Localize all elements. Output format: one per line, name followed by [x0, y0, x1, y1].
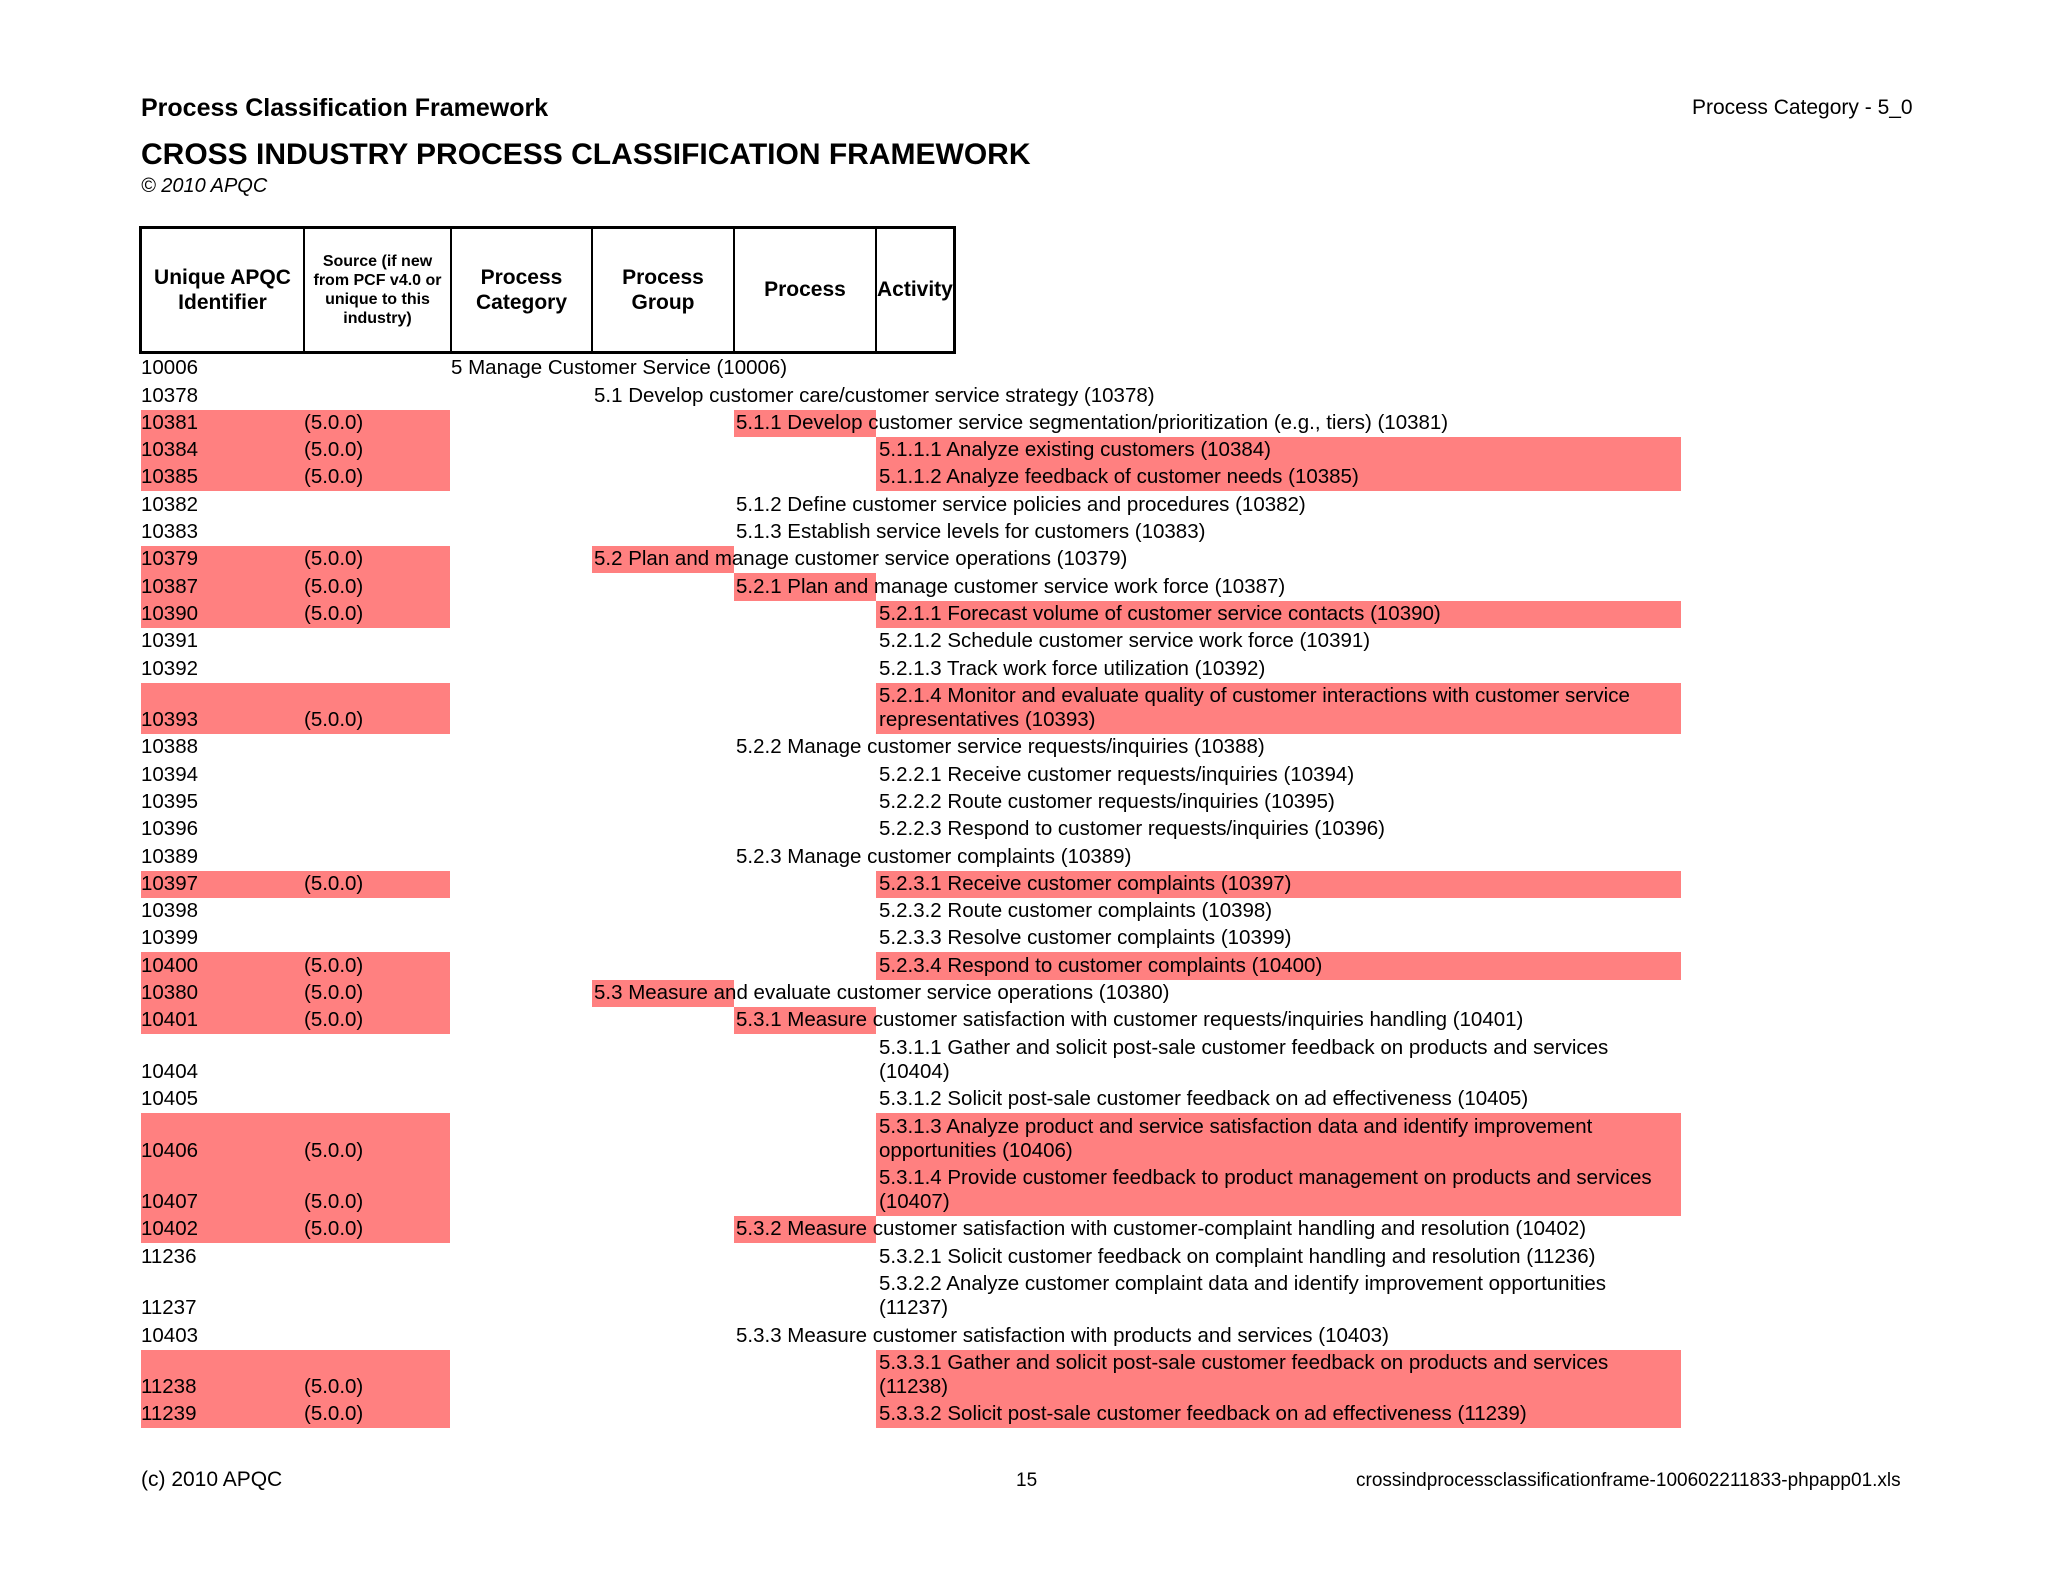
table-row — [141, 519, 1681, 546]
row-source: (5.0.0) — [304, 410, 364, 434]
row-description: 5.2.3.4 Respond to customer complaints (10400) — [879, 953, 1323, 977]
row-description: 5.3.3.2 Solicit post-sale customer feedback on ad effectiveness (11239) — [879, 1402, 1527, 1426]
table-row — [141, 601, 1681, 628]
row-identifier: 10389 — [141, 844, 199, 868]
table-row — [141, 1034, 1681, 1086]
row-description: 5.1.2 Define customer service policies and procedures (10382) — [736, 492, 1306, 516]
table-row — [141, 683, 1681, 735]
row-source: (5.0.0) — [304, 1138, 364, 1162]
table-row — [141, 491, 1681, 518]
row-description: 5.1.3 Establish service levels for customers (10383) — [736, 520, 1206, 544]
table-row — [141, 925, 1681, 952]
row-identifier: 10388 — [141, 735, 199, 759]
row-source: (5.0.0) — [304, 438, 364, 462]
column-header-process-category: Process Category — [452, 229, 593, 351]
table-row — [141, 573, 1681, 600]
row-description: 5.3.1 Measure customer satisfaction with customer requests/inquiries handling (10401) — [736, 1008, 1524, 1032]
column-header-source: Source (if new from PCF v4.0 or unique to this industry) — [305, 229, 452, 351]
row-identifier: 10379 — [141, 547, 199, 571]
process-table-body — [141, 355, 1681, 1428]
row-identifier: 11239 — [141, 1402, 197, 1426]
table-row — [141, 1401, 1681, 1428]
row-identifier: 10393 — [141, 708, 199, 732]
row-description: 5.2.1.1 Forecast volume of customer service contacts (10390) — [879, 601, 1441, 625]
row-source: (5.0.0) — [304, 1190, 364, 1214]
row-identifier: 10382 — [141, 492, 199, 516]
row-description: 5.1.1 Develop customer service segmentation/prioritization (e.g., tiers) (10381) — [736, 410, 1449, 434]
row-description: 5 Manage Customer Service (10006) — [451, 356, 788, 380]
column-header-process-group: Process Group — [593, 229, 735, 351]
row-identifier: 10395 — [141, 789, 199, 813]
column-header-activity: Activity — [877, 278, 953, 302]
row-source: (5.0.0) — [304, 601, 364, 625]
row-source: (5.0.0) — [304, 981, 364, 1005]
table-row — [141, 382, 1681, 409]
table-row — [141, 789, 1681, 816]
table-row — [141, 871, 1681, 898]
row-identifier: 10396 — [141, 817, 199, 841]
footer-copyright: (c) 2010 APQC — [141, 1468, 283, 1491]
row-identifier: 10407 — [141, 1190, 199, 1214]
row-identifier: 10385 — [141, 465, 199, 489]
row-identifier: 10380 — [141, 981, 199, 1005]
row-identifier: 10401 — [141, 1008, 199, 1032]
table-row — [141, 546, 1681, 573]
table-row — [141, 464, 1681, 491]
row-description: 5.2.3 Manage customer complaints (10389) — [736, 844, 1132, 868]
row-identifier: 10390 — [141, 601, 199, 625]
row-description: 5.3.1.4 Provide customer feedback to product management on products and services (10407) — [879, 1166, 1652, 1214]
row-identifier: 11236 — [141, 1244, 197, 1268]
row-description: 5.2.2 Manage customer service requests/inquiries (10388) — [736, 735, 1265, 759]
page-title: CROSS INDUSTRY PROCESS CLASSIFICATION FRAMEWORK — [141, 138, 1031, 171]
table-row — [141, 1113, 1681, 1165]
row-description: 5.3.2.1 Solicit customer feedback on complaint handling and resolution (11236) — [879, 1244, 1596, 1268]
row-identifier: 10402 — [141, 1217, 199, 1241]
row-description: 5.2.2.2 Route customer requests/inquiries (10395) — [879, 789, 1335, 813]
table-row — [141, 355, 1681, 382]
row-description: 5.2.3.1 Receive customer complaints (10397) — [879, 871, 1292, 895]
row-description: 5.1 Develop customer care/customer service strategy (10378) — [594, 383, 1155, 407]
row-source: (5.0.0) — [304, 465, 364, 489]
row-description: 5.2.1 Plan and manage customer service work force (10387) — [736, 574, 1286, 598]
row-identifier: 10400 — [141, 953, 199, 977]
table-row — [141, 1165, 1681, 1217]
row-identifier: 10381 — [141, 410, 199, 434]
row-description: 5.3.2 Measure customer satisfaction with customer-complaint handling and resolution (10402) — [736, 1217, 1587, 1241]
row-source: (5.0.0) — [304, 547, 364, 571]
row-description: 5.2.1.4 Monitor and evaluate quality of customer interactions with customer service representatives (10393) — [879, 684, 1630, 732]
column-header-identifier: Unique APQC Identifier — [142, 229, 305, 351]
row-identifier: 10392 — [141, 656, 199, 680]
row-source: (5.0.0) — [304, 953, 364, 977]
table-row — [141, 1007, 1681, 1034]
row-description: 5.3.3 Measure customer satisfaction with products and services (10403) — [736, 1323, 1389, 1347]
row-description: 5.2.1.3 Track work force utilization (10392) — [879, 656, 1266, 680]
table-row — [141, 980, 1681, 1007]
row-description: 5.3.1.2 Solicit post-sale customer feedback on ad effectiveness (10405) — [879, 1087, 1529, 1111]
row-description: 5.2.3.3 Resolve customer complaints (10399) — [879, 926, 1292, 950]
row-source: (5.0.0) — [304, 1008, 364, 1032]
row-source: (5.0.0) — [304, 1402, 364, 1426]
row-description: 5.3.3.1 Gather and solicit post-sale customer feedback on products and services (11238) — [879, 1351, 1609, 1399]
row-description: 5.2.1.2 Schedule customer service work force (10391) — [879, 629, 1371, 653]
row-description: 5.3 Measure and evaluate customer service operations (10380) — [594, 981, 1170, 1005]
row-identifier: 11237 — [141, 1296, 197, 1320]
column-header-process: Process — [735, 229, 877, 351]
table-row — [141, 1243, 1681, 1270]
table-row — [141, 843, 1681, 870]
row-description: 5.2.2.3 Respond to customer requests/inquiries (10396) — [879, 817, 1385, 841]
table-row — [141, 437, 1681, 464]
row-source: (5.0.0) — [304, 1217, 364, 1241]
process-category-label: Process Category - 5_0 — [1692, 96, 1913, 119]
table-row — [141, 410, 1681, 437]
table-column-headers — [139, 226, 956, 354]
row-description: 5.3.2.2 Analyze customer complaint data and identify improvement opportunities (11237) — [879, 1272, 1607, 1320]
row-identifier: 10383 — [141, 520, 199, 544]
row-identifier: 10384 — [141, 438, 199, 462]
table-row — [141, 628, 1681, 655]
row-description: 5.2 Plan and manage customer service operations (10379) — [594, 547, 1128, 571]
row-identifier: 10397 — [141, 871, 199, 895]
row-identifier: 11238 — [141, 1375, 197, 1399]
row-identifier: 10404 — [141, 1059, 199, 1083]
page-number: 15 — [1016, 1470, 1038, 1491]
table-row — [141, 655, 1681, 682]
row-description: 5.3.1.1 Gather and solicit post-sale customer feedback on products and services (10404) — [879, 1035, 1609, 1083]
row-identifier: 10399 — [141, 926, 199, 950]
table-row — [141, 734, 1681, 761]
table-row — [141, 1322, 1681, 1349]
row-identifier: 10405 — [141, 1087, 199, 1111]
table-row — [141, 952, 1681, 979]
row-source: (5.0.0) — [304, 708, 364, 732]
row-description: 5.1.1.1 Analyze existing customers (10384) — [879, 438, 1271, 462]
document-header-title: Process Classification Framework — [141, 94, 549, 122]
row-source: (5.0.0) — [304, 574, 364, 598]
row-identifier: 10398 — [141, 899, 199, 923]
row-source: (5.0.0) — [304, 1375, 364, 1399]
table-row — [141, 761, 1681, 788]
row-identifier: 10006 — [141, 356, 199, 380]
table-row — [141, 898, 1681, 925]
row-identifier: 10394 — [141, 762, 199, 786]
row-identifier: 10387 — [141, 574, 199, 598]
row-description: 5.2.3.2 Route customer complaints (10398) — [879, 899, 1273, 923]
footer-filename: crossindprocessclassificationframe-100602211833-phpapp01.xls — [1356, 1470, 1901, 1491]
row-description: 5.3.1.3 Analyze product and service satisfaction data and identify improvement opportunities (10406) — [879, 1114, 1593, 1162]
row-identifier: 10378 — [141, 383, 199, 407]
row-source: (5.0.0) — [304, 871, 364, 895]
row-identifier: 10406 — [141, 1138, 199, 1162]
table-row — [141, 816, 1681, 843]
table-row — [141, 1271, 1681, 1323]
copyright-notice: © 2010 APQC — [141, 175, 268, 197]
row-description: 5.1.1.2 Analyze feedback of customer needs (10385) — [879, 465, 1359, 489]
table-row — [141, 1350, 1681, 1402]
row-description: 5.2.2.1 Receive customer requests/inquiries (10394) — [879, 762, 1355, 786]
table-row — [141, 1086, 1681, 1113]
row-identifier: 10391 — [141, 629, 199, 653]
table-row — [141, 1216, 1681, 1243]
row-identifier: 10403 — [141, 1323, 199, 1347]
